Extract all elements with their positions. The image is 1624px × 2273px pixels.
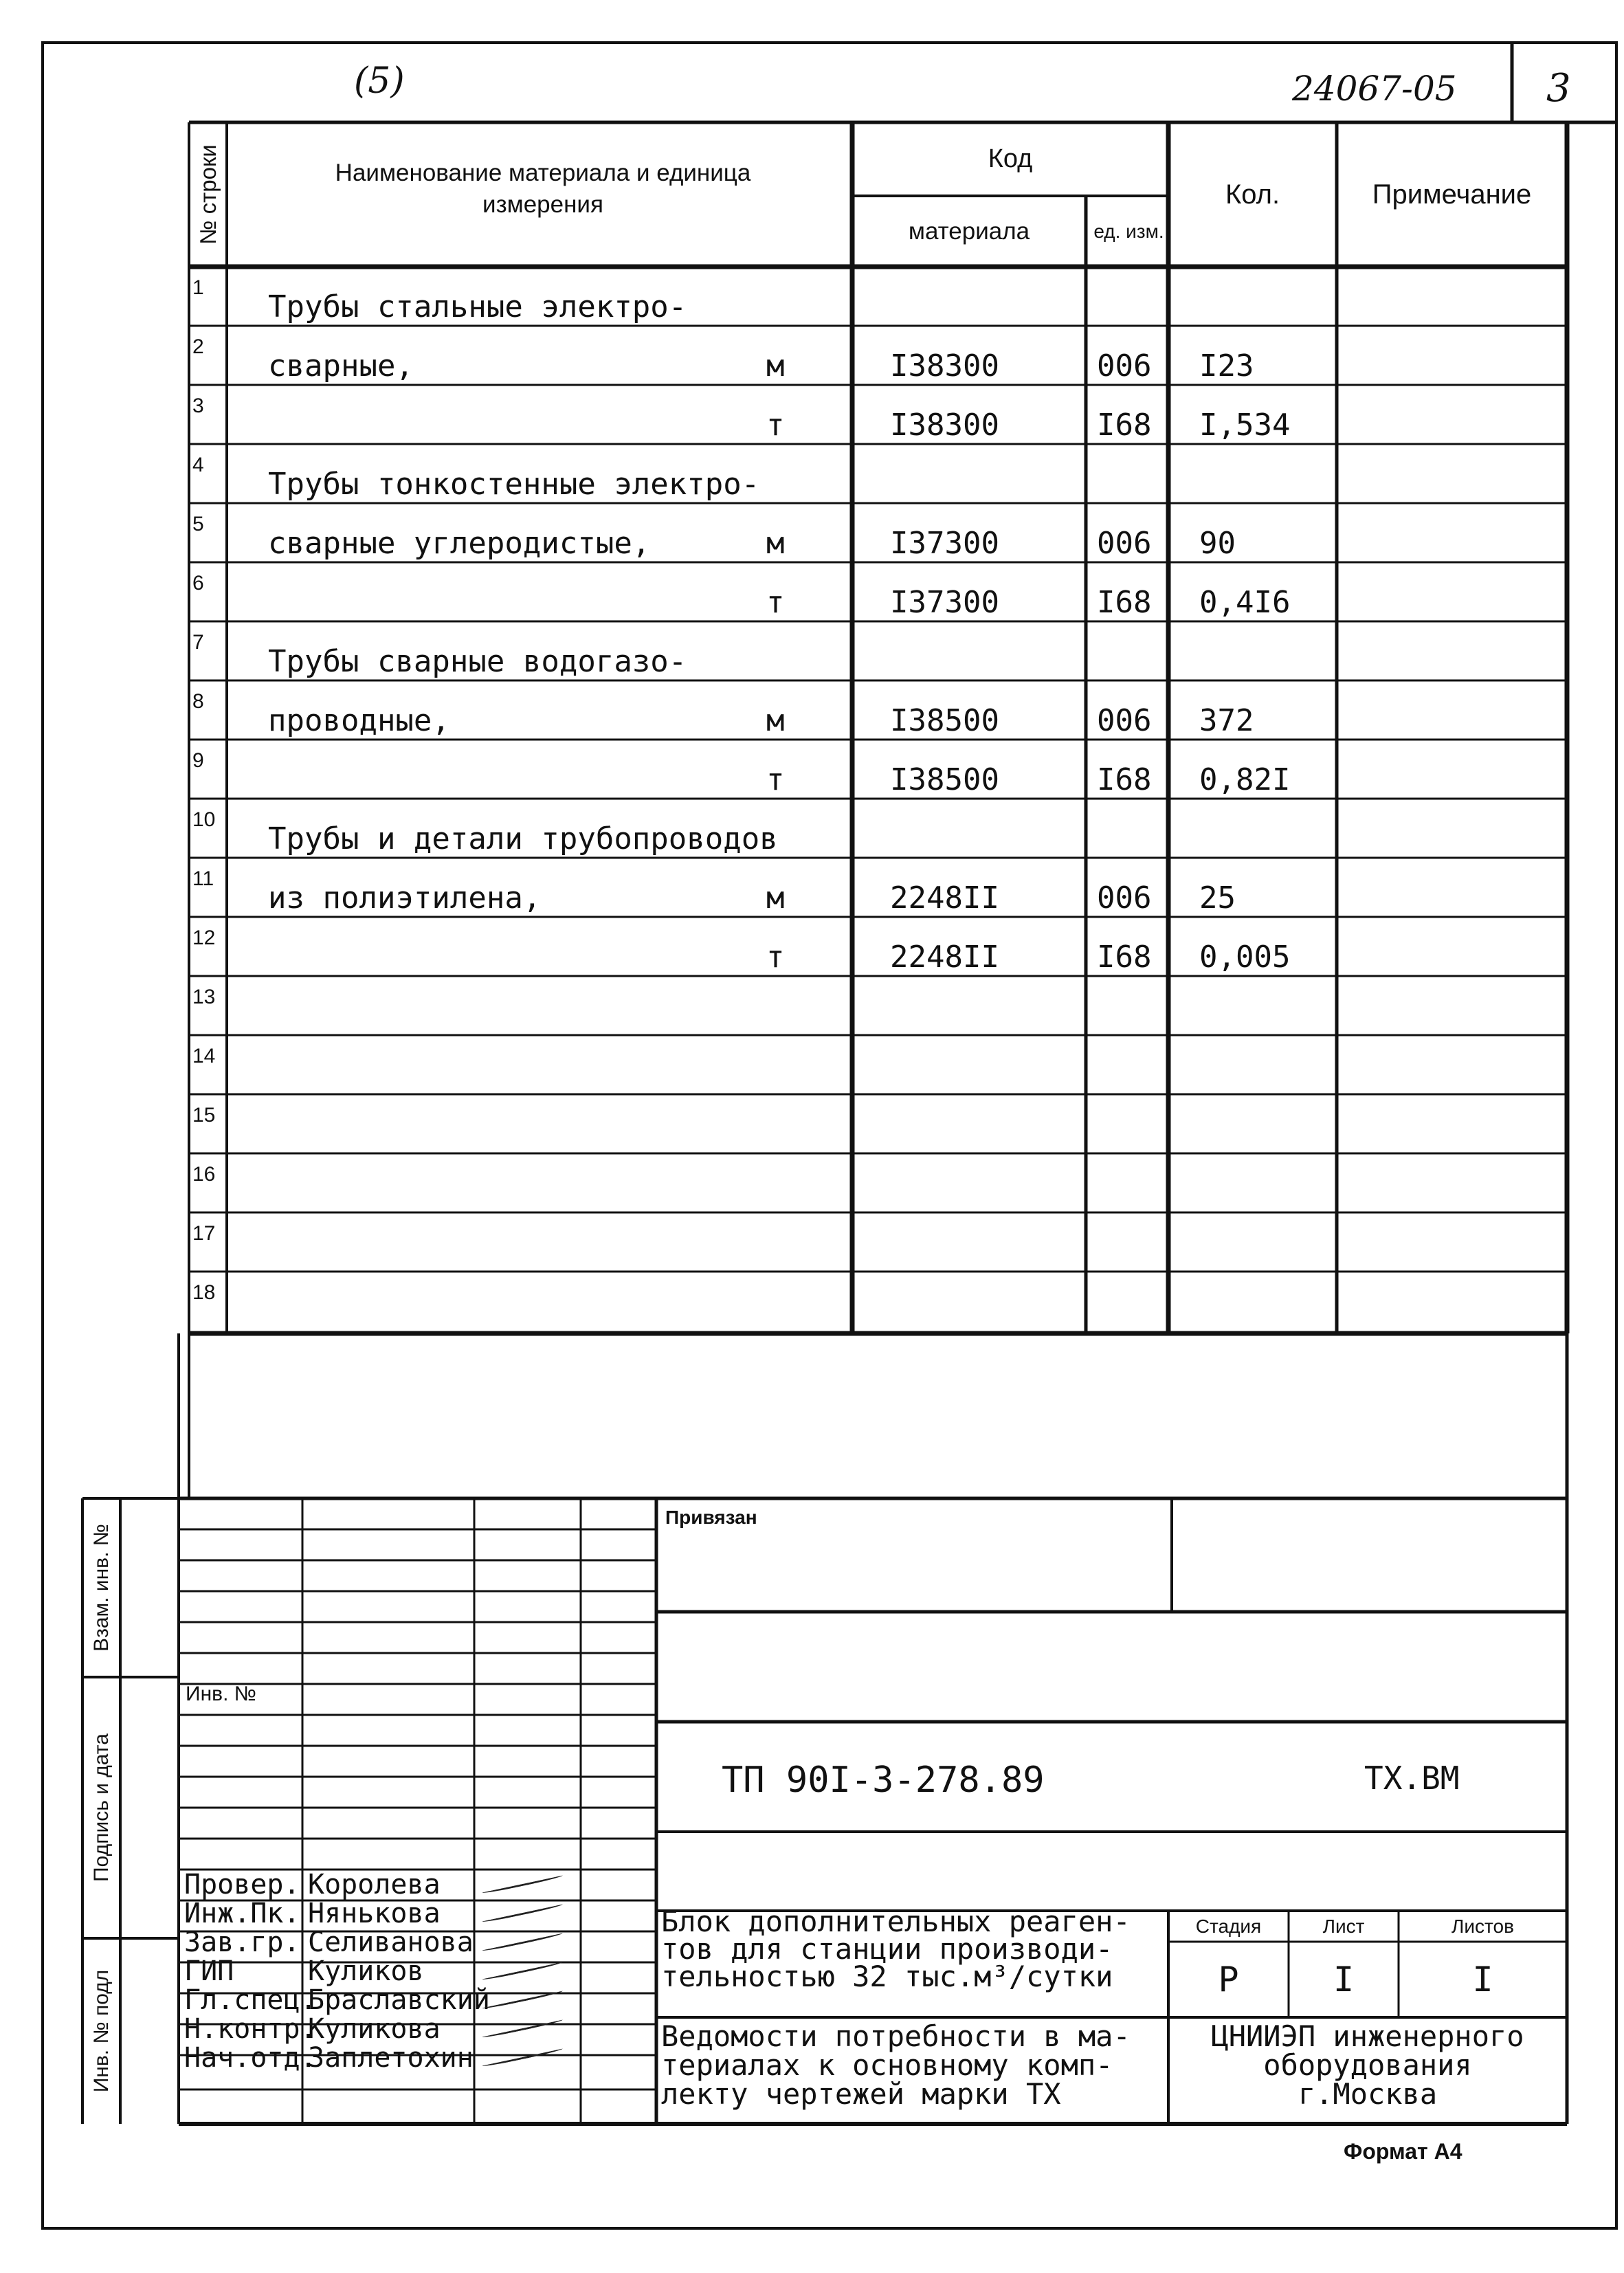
quantity: 0,005 bbox=[1199, 940, 1291, 975]
quantity: 25 bbox=[1199, 880, 1236, 916]
material-code bbox=[890, 1277, 1069, 1329]
note bbox=[1347, 331, 1553, 384]
organization-line: г.Москва bbox=[1298, 2077, 1438, 2111]
material-name bbox=[268, 922, 763, 975]
material-name: сварные углеродистые, bbox=[268, 526, 651, 561]
row-number: 15 bbox=[192, 1104, 216, 1127]
signature-role: Зав.гр. bbox=[184, 1927, 300, 1958]
signature-role: Инж.Пк. bbox=[184, 1898, 300, 1929]
stage-value: Р bbox=[1218, 1960, 1239, 1999]
material-name: из полиэтилена, bbox=[268, 880, 542, 916]
quantity bbox=[1199, 1159, 1330, 1211]
quantity bbox=[1199, 982, 1330, 1034]
quantity bbox=[1199, 1100, 1330, 1152]
quantity: 0,82I bbox=[1199, 762, 1291, 797]
unit bbox=[766, 272, 808, 324]
unit-code: 006 bbox=[1097, 348, 1152, 384]
note bbox=[1347, 1100, 1553, 1152]
material-code bbox=[890, 1159, 1069, 1211]
material-name: Трубы стальные электро- bbox=[268, 289, 687, 324]
row-number: 12 bbox=[192, 927, 216, 949]
unit-code bbox=[1097, 450, 1166, 502]
material-name bbox=[268, 1159, 763, 1211]
note bbox=[1347, 982, 1553, 1034]
unit: т bbox=[766, 585, 785, 620]
inventory-number-label: Инв. № bbox=[186, 1683, 256, 1705]
note bbox=[1347, 450, 1553, 502]
material-code: I38300 bbox=[890, 348, 999, 384]
quantity: 372 bbox=[1199, 703, 1254, 738]
note bbox=[1347, 1218, 1553, 1270]
material-code bbox=[890, 804, 1069, 856]
row-number: 5 bbox=[192, 513, 204, 535]
unit bbox=[766, 1041, 808, 1093]
signature-name: Селиванова bbox=[308, 1927, 474, 1958]
signature-name: Королева bbox=[308, 1869, 441, 1900]
unit bbox=[766, 1218, 808, 1270]
quantity bbox=[1199, 1218, 1330, 1270]
material-name bbox=[268, 745, 763, 797]
note bbox=[1347, 1041, 1553, 1093]
material-code: I38500 bbox=[890, 703, 999, 738]
material-code bbox=[890, 982, 1069, 1034]
unit-code bbox=[1097, 272, 1166, 324]
unit-code bbox=[1097, 1159, 1166, 1211]
bound-label: Привязан bbox=[665, 1507, 757, 1528]
unit bbox=[766, 450, 808, 502]
note bbox=[1347, 1159, 1553, 1211]
unit-code: 006 bbox=[1097, 526, 1152, 561]
signature-name: Нянькова bbox=[308, 1898, 441, 1929]
signature-name: Заплетохин bbox=[308, 2042, 474, 2074]
material-code-header: материала bbox=[908, 217, 1030, 245]
row-number-header: № строки bbox=[194, 144, 221, 245]
unit: м bbox=[766, 526, 785, 561]
material-code: 2248II bbox=[890, 880, 999, 916]
quantity bbox=[1199, 450, 1330, 502]
row-number: 2 bbox=[192, 335, 204, 358]
quantity bbox=[1199, 1277, 1330, 1329]
note bbox=[1347, 1277, 1553, 1329]
unit bbox=[766, 1277, 808, 1329]
material-code: I38300 bbox=[890, 408, 999, 443]
organization-line: ЦНИИЭП инженерного bbox=[1211, 2019, 1524, 2053]
quantity bbox=[1199, 627, 1330, 679]
unit: м bbox=[766, 348, 785, 384]
material-code bbox=[890, 1041, 1069, 1093]
signature-role: Н.контр. bbox=[184, 2013, 317, 2045]
row-number: 8 bbox=[192, 690, 204, 713]
note bbox=[1347, 745, 1553, 797]
document-mark: ТХ.ВМ bbox=[1364, 1760, 1460, 1797]
unit bbox=[766, 1159, 808, 1211]
quantity-header: Кол. bbox=[1225, 179, 1280, 210]
material-name bbox=[268, 1277, 763, 1329]
row-number: 13 bbox=[192, 986, 216, 1008]
material-name bbox=[268, 1100, 763, 1152]
doc-number: 24067-05 bbox=[1292, 69, 1457, 109]
unit: т bbox=[766, 762, 785, 797]
signature-role: Нач.отд. bbox=[184, 2042, 317, 2074]
material-name: Трубы и детали трубопроводов bbox=[268, 821, 778, 856]
material-code bbox=[890, 1218, 1069, 1270]
unit-code: 006 bbox=[1097, 703, 1152, 738]
code-header: Код bbox=[988, 144, 1033, 173]
unit-code bbox=[1097, 1041, 1166, 1093]
row-number: 6 bbox=[192, 572, 204, 595]
material-name bbox=[268, 982, 763, 1034]
material-code: 2248II bbox=[890, 940, 999, 975]
project-title bbox=[661, 1905, 1131, 1993]
row-number: 17 bbox=[192, 1222, 216, 1245]
signature-name: Браславский bbox=[308, 1984, 490, 2016]
sheet-value: I bbox=[1333, 1960, 1355, 1999]
quantity bbox=[1199, 804, 1330, 856]
signature-name: Куликова bbox=[308, 2013, 441, 2045]
unit-code-header: ед. изм. bbox=[1093, 220, 1164, 242]
note bbox=[1347, 686, 1553, 738]
note bbox=[1347, 509, 1553, 561]
quantity: 90 bbox=[1199, 526, 1236, 561]
signature-date-label: Подпись и дата bbox=[89, 1733, 113, 1882]
note bbox=[1347, 863, 1553, 916]
material-name: проводные, bbox=[268, 703, 450, 738]
sheet-title-line: лекту чертежей марки ТХ bbox=[661, 2077, 1061, 2111]
unit-code: I68 bbox=[1097, 940, 1152, 975]
material-name bbox=[268, 1041, 763, 1093]
quantity: I,534 bbox=[1199, 408, 1291, 443]
unit-code bbox=[1097, 1277, 1166, 1329]
unit bbox=[766, 1100, 808, 1152]
material-name bbox=[268, 1218, 763, 1270]
organization bbox=[1168, 2019, 1567, 2111]
stage-label: Стадия bbox=[1195, 1915, 1262, 1937]
material-code: I37300 bbox=[890, 526, 999, 561]
unit-code: I68 bbox=[1097, 762, 1152, 797]
note bbox=[1347, 272, 1553, 324]
row-number: 11 bbox=[192, 867, 214, 890]
unit-code bbox=[1097, 1100, 1166, 1152]
note-header: Примечание bbox=[1372, 179, 1532, 210]
project-title-line: тельностью 32 тыс.м³/сутки bbox=[661, 1960, 1113, 1993]
unit-code: I68 bbox=[1097, 408, 1152, 443]
material-name: Трубы сварные водогазо- bbox=[268, 644, 687, 679]
quantity bbox=[1199, 272, 1330, 324]
quantity: I23 bbox=[1199, 348, 1254, 384]
unit bbox=[766, 982, 808, 1034]
sheet-title bbox=[661, 2019, 1131, 2111]
unit-code: 006 bbox=[1097, 880, 1152, 916]
note bbox=[1347, 390, 1553, 443]
signature-name: Куликов bbox=[308, 1955, 424, 1987]
material-name-header: Наименование материала и единица измерения bbox=[335, 159, 751, 218]
material-code: I38500 bbox=[890, 762, 999, 797]
material-name bbox=[268, 390, 763, 443]
row-number: 3 bbox=[192, 395, 204, 417]
note bbox=[1347, 627, 1553, 679]
row-number: 16 bbox=[192, 1163, 216, 1186]
project-title-line: Блок дополнительных реаген- bbox=[661, 1905, 1131, 1938]
material-name bbox=[268, 568, 763, 620]
organization-line: оборудования bbox=[1263, 2048, 1472, 2082]
signature-role: ГИП bbox=[184, 1955, 234, 1987]
material-code bbox=[890, 627, 1069, 679]
sheet-title-line: териалах к основному комп- bbox=[661, 2048, 1113, 2082]
sheets-value: I bbox=[1472, 1960, 1493, 1999]
row-number: 7 bbox=[192, 631, 204, 654]
unit bbox=[766, 627, 808, 679]
note bbox=[1347, 922, 1553, 975]
sheets-label: Листов bbox=[1451, 1915, 1514, 1937]
signature-role: Провер. bbox=[184, 1869, 300, 1900]
material-code bbox=[890, 450, 1069, 502]
page-number: 3 bbox=[1546, 66, 1571, 111]
unit-code bbox=[1097, 627, 1166, 679]
sheet-label: Лист bbox=[1322, 1915, 1365, 1937]
unit: м bbox=[766, 703, 785, 738]
material-name: сварные, bbox=[268, 348, 414, 384]
material-name: Трубы тонкостенные электро- bbox=[268, 467, 760, 502]
unit: т bbox=[766, 940, 785, 975]
note bbox=[1347, 804, 1553, 856]
project-title-line: тов для станции производи- bbox=[661, 1932, 1113, 1966]
quantity: 0,4I6 bbox=[1199, 585, 1291, 620]
sheet-title-line: Ведомости потребности в ма- bbox=[661, 2019, 1131, 2053]
unit-code: I68 bbox=[1097, 585, 1152, 620]
sheet-mark: (5) bbox=[354, 60, 405, 102]
note bbox=[1347, 568, 1553, 620]
row-number: 10 bbox=[192, 808, 216, 831]
material-code: I37300 bbox=[890, 585, 999, 620]
material-code bbox=[890, 1100, 1069, 1152]
row-number: 1 bbox=[192, 276, 204, 299]
quantity bbox=[1199, 1041, 1330, 1093]
unit bbox=[766, 804, 808, 856]
row-number: 18 bbox=[192, 1281, 216, 1304]
row-number: 9 bbox=[192, 749, 204, 772]
row-number: 4 bbox=[192, 454, 204, 476]
signature-role: Гл.спец. bbox=[184, 1984, 317, 2016]
material-code bbox=[890, 272, 1069, 324]
format-label: Формат А4 bbox=[1344, 2139, 1462, 2164]
original-inventory-label: Инв. № подл bbox=[89, 1969, 113, 2093]
unit-code bbox=[1097, 804, 1166, 856]
unit-code bbox=[1097, 982, 1166, 1034]
unit: т bbox=[766, 408, 785, 443]
row-number: 14 bbox=[192, 1045, 216, 1067]
unit: м bbox=[766, 880, 785, 916]
replacement-inventory-label: Взам. инв. № bbox=[89, 1524, 113, 1652]
unit-code bbox=[1097, 1218, 1166, 1270]
document-code: ТП 90I-3-278.89 bbox=[722, 1760, 1045, 1801]
